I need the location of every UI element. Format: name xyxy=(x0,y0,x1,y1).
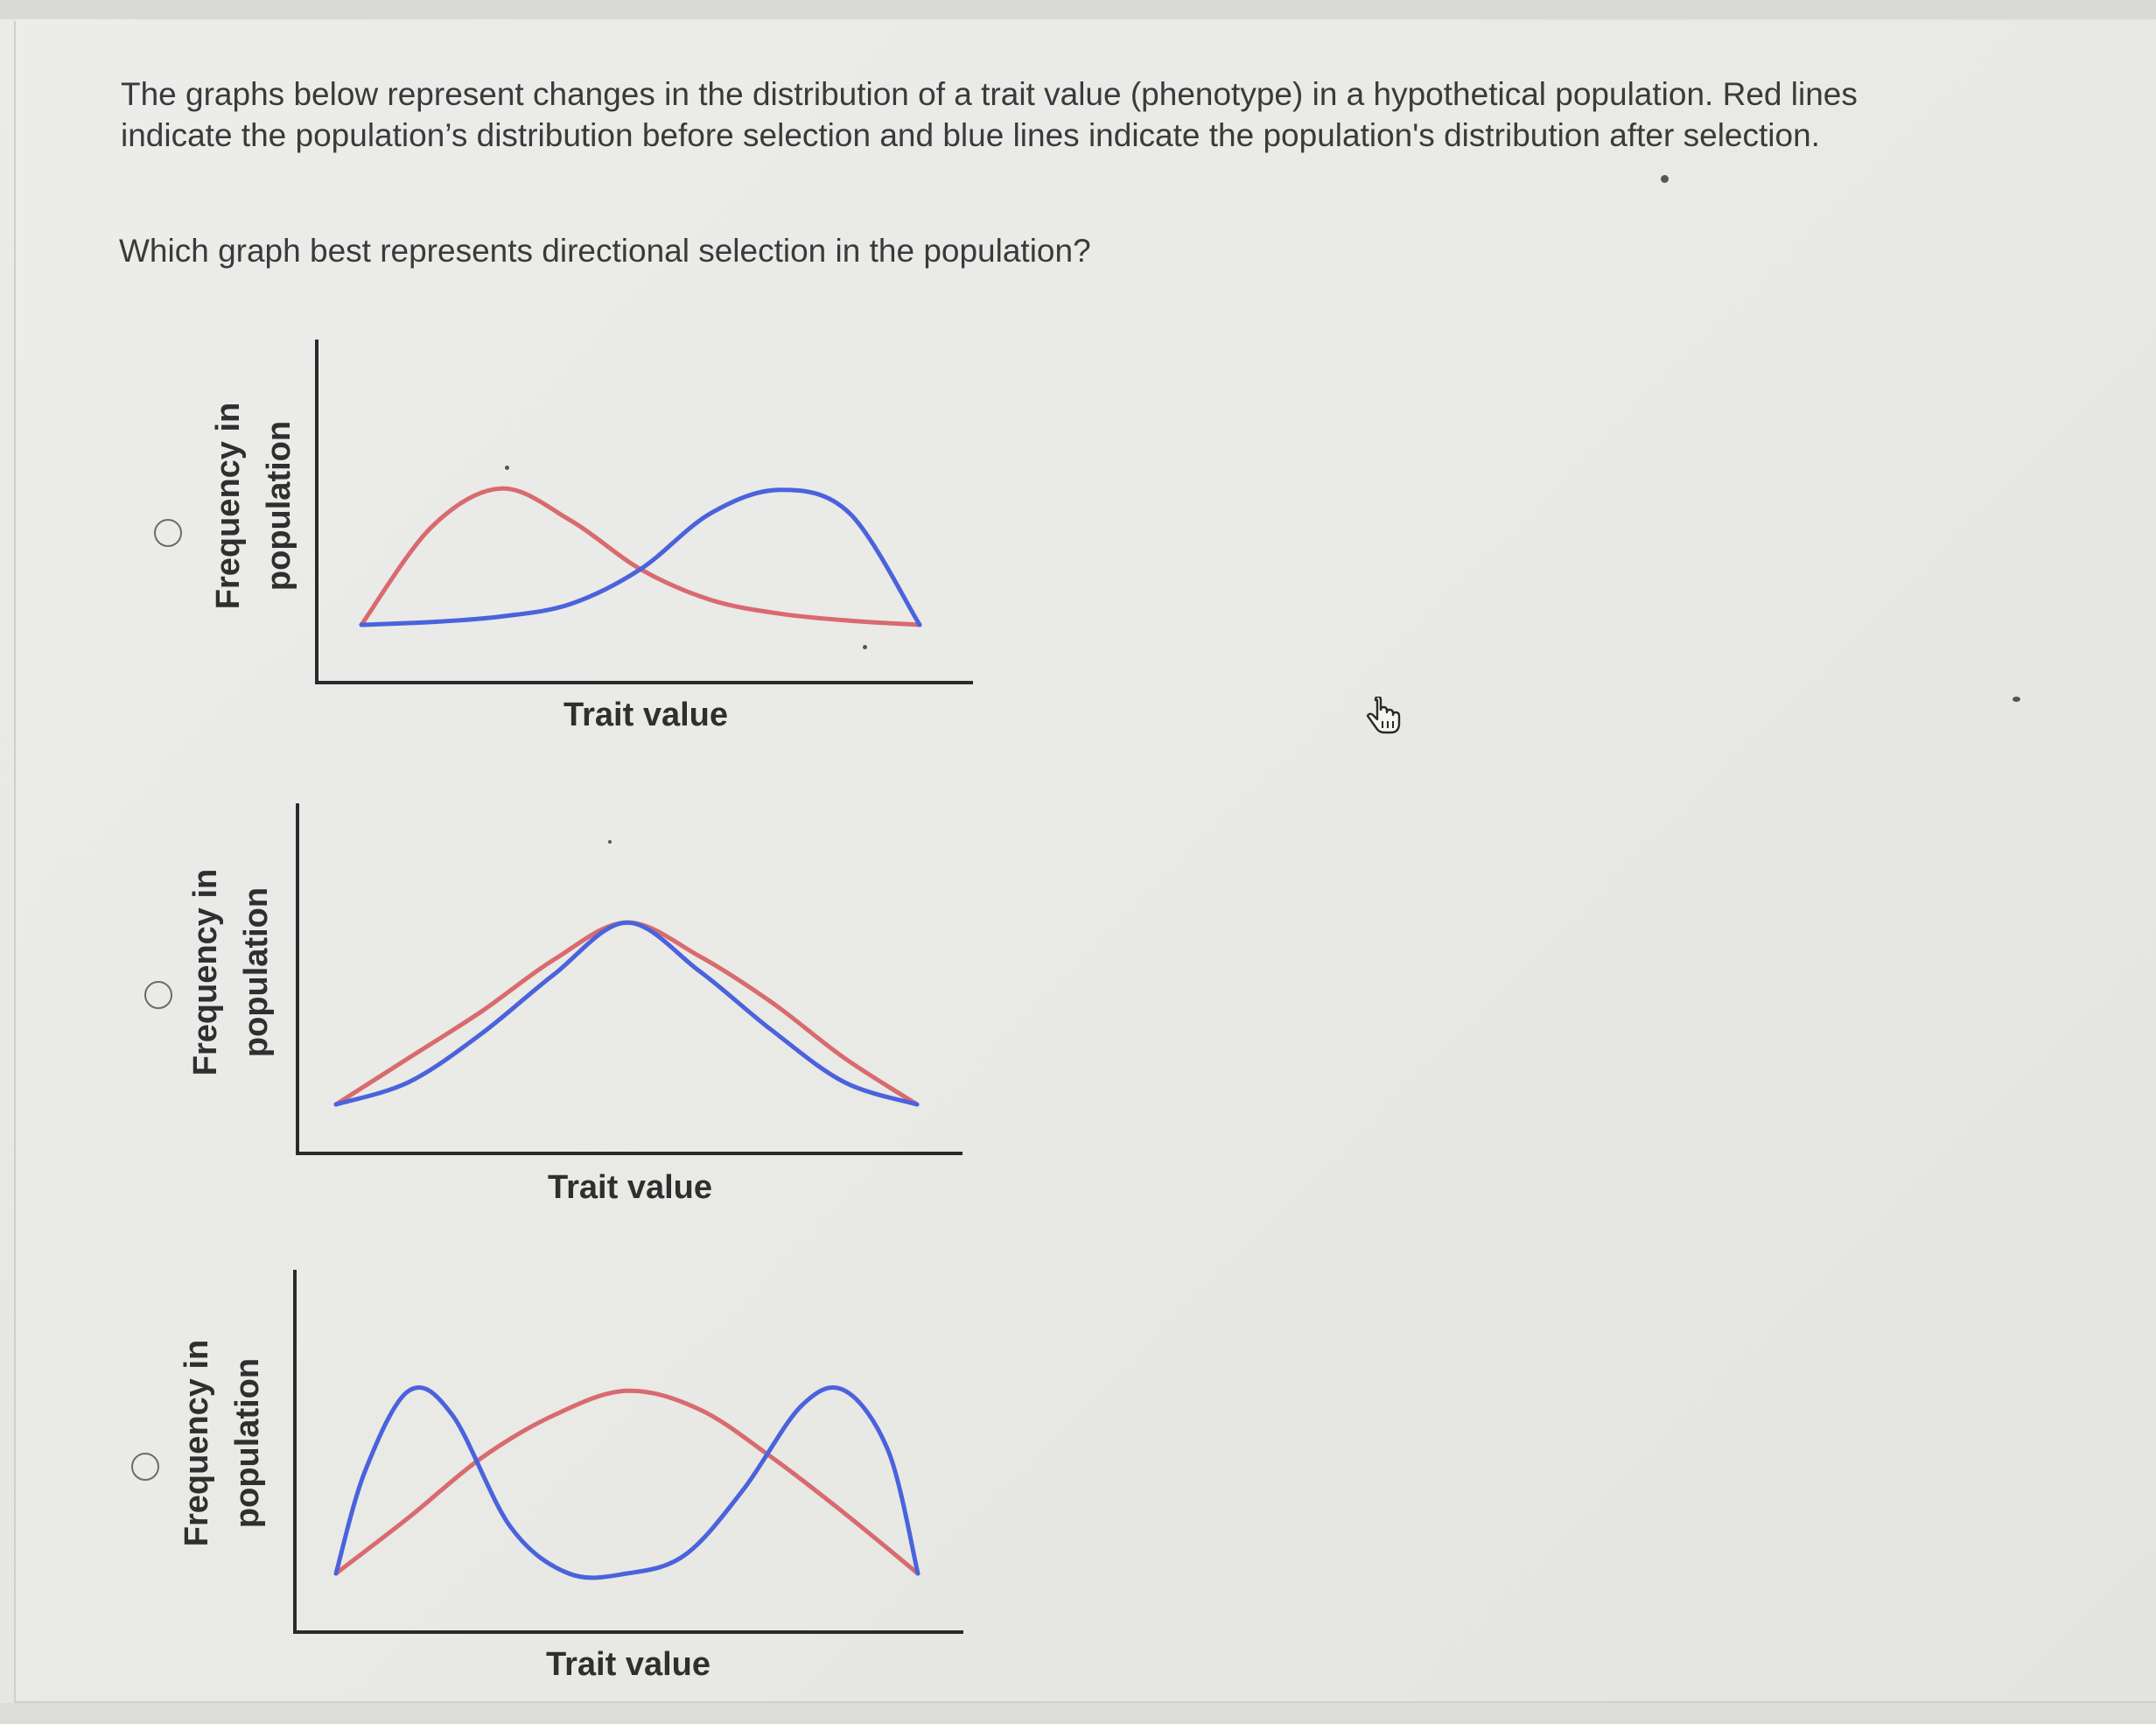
option-2-ylabel-line2: population xyxy=(238,887,275,1058)
speck xyxy=(505,466,509,470)
speck xyxy=(1661,175,1669,183)
option-3-ylabel-line2: population xyxy=(229,1357,266,1529)
option-3-ylabel-line1: Frequency in xyxy=(178,1339,215,1547)
option-1-xlabel: Trait value xyxy=(564,697,728,733)
speck xyxy=(863,645,867,649)
graph-axes xyxy=(295,1270,963,1632)
before-selection-curve xyxy=(336,1391,918,1573)
after-selection-curve xyxy=(336,1387,918,1577)
hand-pointer-cursor-icon xyxy=(1365,697,1405,739)
option-1-ylabel-line1: Frequency in xyxy=(210,402,247,610)
speck xyxy=(608,840,612,844)
option-1-ylabel-line2: population xyxy=(261,420,298,592)
option-3-plot xyxy=(295,1270,963,1632)
option-2-ylabel-line1: Frequency in xyxy=(187,868,224,1076)
option-3-xlabel: Trait value xyxy=(546,1646,710,1683)
question-text: Which graph best represents directional selection in the population? xyxy=(119,233,1091,269)
option-2-xlabel: Trait value xyxy=(548,1169,712,1206)
speck xyxy=(2012,697,2020,702)
question-prompt: The graphs below represent changes in the distribution of a trait value (phenotype) in a hypothetical population. Red lines indicate the population’s distribution before selection and blue lines indicate the population's distribution after selection. xyxy=(121,76,1858,153)
